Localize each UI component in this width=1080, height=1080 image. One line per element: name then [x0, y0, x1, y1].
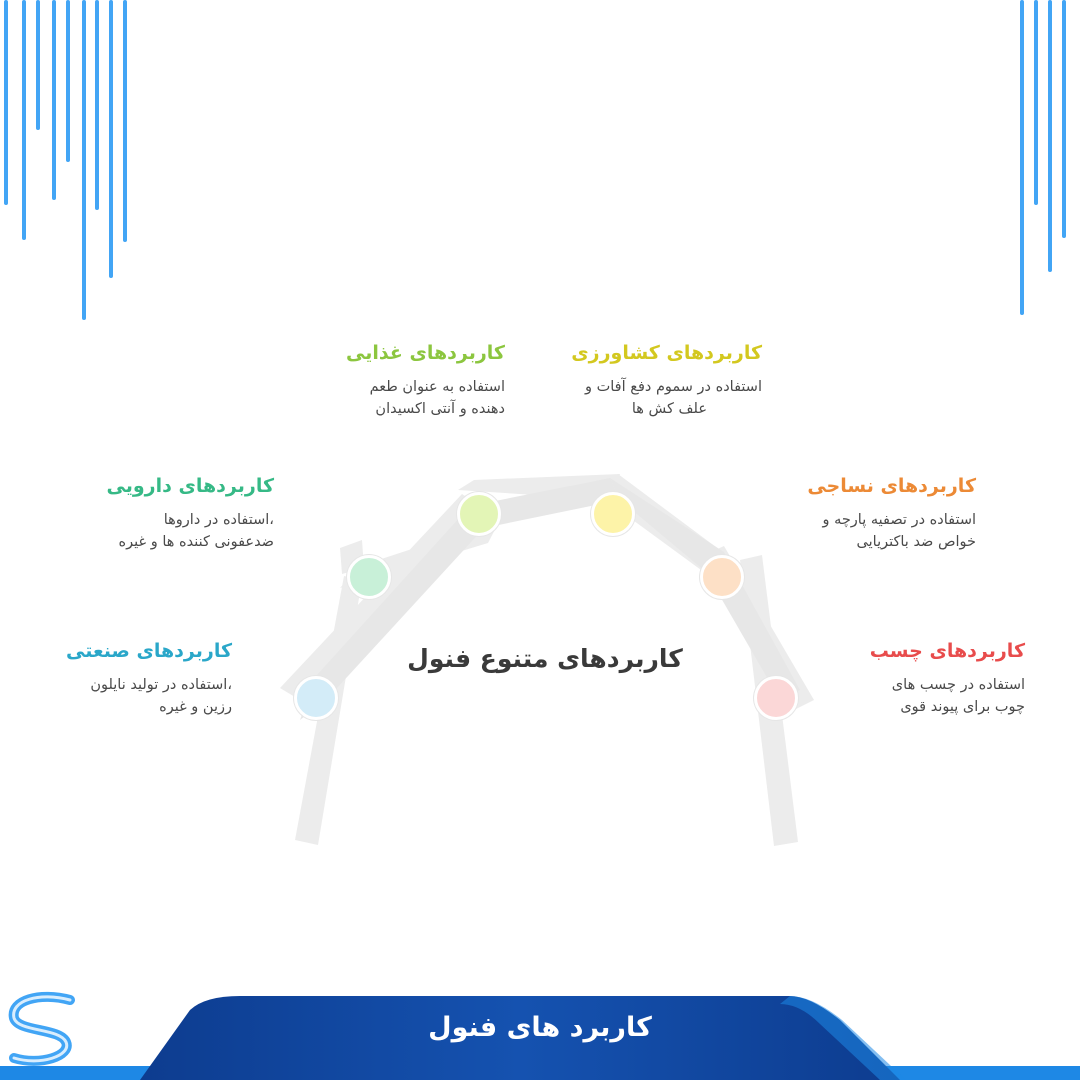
food-node [457, 492, 501, 536]
category-title: کاربردهای صنعتی [66, 640, 232, 662]
category-line: ،استفاده در تولید نایلون [90, 677, 232, 693]
category-industrial [66, 640, 232, 718]
pharma-node [347, 555, 391, 599]
industrial-node [294, 676, 338, 720]
category-textile [807, 475, 976, 553]
category-line: علف کش ها [631, 401, 707, 417]
category-title: کاربردهای نساجی [807, 475, 976, 497]
category-line: استفاده به عنوان طعم [369, 379, 505, 395]
category-adhesive [870, 640, 1025, 718]
category-line: استفاده در تصفیه پارچه و [822, 512, 976, 528]
category-line: ضدعفونی کننده ها و غیره [118, 534, 274, 550]
footer-banner [0, 990, 1080, 1080]
category-line: خواص ضد باکتریایی [856, 534, 976, 550]
category-agri [571, 342, 762, 420]
category-pharma [106, 475, 274, 553]
category-line: دهنده و آنتی اکسیدان [375, 401, 505, 417]
category-title: کاربردهای کشاورزی [571, 342, 762, 364]
textile-node [700, 555, 744, 599]
s-logo-icon [0, 990, 90, 1070]
center-title: کاربردهای متنوع فنول [407, 644, 683, 673]
category-line: چوب برای پیوند قوی [900, 699, 1025, 715]
category-line: ،استفاده در داروها [163, 512, 274, 528]
category-title: کاربردهای دارویی [106, 475, 274, 497]
adhesive-node [754, 676, 798, 720]
category-food [346, 342, 505, 420]
category-title: کاربردهای غذایی [346, 342, 505, 364]
footer-title: کاربرد های فنول [428, 1012, 652, 1043]
category-title: کاربردهای چسب [869, 640, 1025, 662]
agri-node [591, 492, 635, 536]
category-line: استفاده در سموم دفع آفات و [584, 379, 762, 395]
category-line: استفاده در چسب های [891, 677, 1025, 693]
category-line: رزین و غیره [159, 699, 232, 715]
